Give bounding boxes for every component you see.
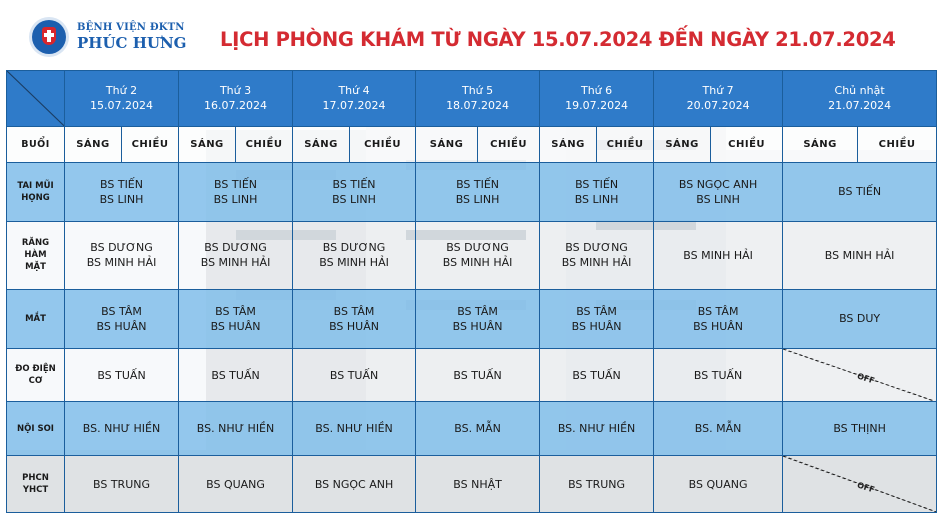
schedule-cell: BS. NHƯ HIỀN: [179, 402, 293, 456]
row-label: NỘI SOI: [7, 402, 65, 456]
row-rehab: [7, 456, 937, 513]
afternoon-label: CHIỀU: [597, 126, 654, 162]
morning-label: SÁNG: [65, 126, 122, 162]
schedule-cell: BS TÂM BS HUÂN: [179, 289, 293, 348]
off-label: OFF: [855, 371, 876, 386]
logo-line2: PHÚC HƯNG: [77, 34, 187, 52]
morning-label: SÁNG: [783, 126, 858, 162]
row-label: PHCN YHCT: [7, 456, 65, 513]
schedule-cell: BS DƯƠNG BS MINH HẢI: [179, 221, 293, 289]
schedule-cell: BS DƯƠNG BS MINH HẢI: [293, 221, 416, 289]
schedule-cell: BS QUANG: [654, 456, 783, 513]
afternoon-label: CHIỀU: [236, 126, 293, 162]
schedule-cell: BS. NHƯ HIỀN: [540, 402, 654, 456]
schedule-cell: BS TUẤN: [540, 348, 654, 402]
day-header-tue: Thứ 3 16.07.2024: [179, 71, 293, 127]
schedule-cell: BS TÂM BS HUÂN: [293, 289, 416, 348]
schedule-cell: BS TÂM BS HUÂN: [654, 289, 783, 348]
schedule-cell: BS. NHƯ HIỀN: [293, 402, 416, 456]
schedule-cell: BS TIẾN BS LINH: [293, 162, 416, 221]
logo-line1: BỆNH VIỆN ĐKTN: [77, 22, 185, 33]
row-eye: [7, 289, 937, 348]
schedule-cell-off: [783, 348, 937, 402]
row-label: MẮT: [7, 289, 65, 348]
schedule-cell: BS THỊNH: [783, 402, 937, 456]
schedule-cell: BS NGỌC ANH BS LINH: [654, 162, 783, 221]
schedule-cell: BS. NHƯ HIỀN: [65, 402, 179, 456]
schedule-cell: BS DƯƠNG BS MINH HẢI: [65, 221, 179, 289]
schedule-cell-off: [783, 456, 937, 513]
row-label: ĐO ĐIỆN CƠ: [7, 348, 65, 402]
off-label: OFF: [855, 480, 876, 495]
schedule-cell: BS NGỌC ANH: [293, 456, 416, 513]
afternoon-label: CHIỀU: [858, 126, 937, 162]
morning-label: SÁNG: [416, 126, 478, 162]
afternoon-label: CHIỀU: [350, 126, 416, 162]
day-header-wed: Thứ 4 17.07.2024: [293, 71, 416, 127]
schedule-cell: BS TUẤN: [416, 348, 540, 402]
schedule-cell: BS TUẤN: [179, 348, 293, 402]
afternoon-label: CHIỀU: [478, 126, 540, 162]
schedule-cell: BS TUẤN: [65, 348, 179, 402]
schedule-cell: BS TRUNG: [65, 456, 179, 513]
day-header-sun: Chủ nhật 21.07.2024: [783, 71, 937, 127]
row-label: TAI MŨI HỌNG: [7, 162, 65, 221]
hospital-logo: [30, 20, 190, 58]
schedule-cell: BS TIẾN: [783, 162, 937, 221]
hospital-emblem-icon: [32, 20, 66, 54]
day-header-mon: Thứ 2 15.07.2024: [65, 71, 179, 127]
schedule-cell: BS TIẾN BS LINH: [540, 162, 654, 221]
session-label: BUỔI: [7, 126, 65, 162]
schedule-cell: BS NHẬT: [416, 456, 540, 513]
schedule-table: [6, 70, 937, 513]
afternoon-label: CHIỀU: [122, 126, 179, 162]
row-label: RĂNG HÀM MẶT: [7, 221, 65, 289]
day-header-sat: Thứ 7 20.07.2024: [654, 71, 783, 127]
header-row: [7, 71, 937, 127]
morning-label: SÁNG: [540, 126, 597, 162]
schedule-cell: BS TUẤN: [654, 348, 783, 402]
session-row: [7, 126, 937, 162]
schedule-cell: BS TRUNG: [540, 456, 654, 513]
schedule-cell: BS MINH HẢI: [783, 221, 937, 289]
schedule-cell: BS. MẪN: [416, 402, 540, 456]
afternoon-label: CHIỀU: [711, 126, 783, 162]
page-title: LỊCH PHÒNG KHÁM TỪ NGÀY 15.07.2024 ĐẾN NGÀY 21.07.2024: [220, 28, 896, 51]
schedule-cell: BS DƯƠNG BS MINH HẢI: [416, 221, 540, 289]
morning-label: SÁNG: [654, 126, 711, 162]
row-endoscopy: [7, 402, 937, 456]
schedule-cell: BS DƯƠNG BS MINH HẢI: [540, 221, 654, 289]
schedule-cell: BS TUẤN: [293, 348, 416, 402]
row-ent: [7, 162, 937, 221]
schedule-cell: BS. MẪN: [654, 402, 783, 456]
corner-cell: [7, 71, 65, 127]
schedule-cell: BS TÂM BS HUÂN: [65, 289, 179, 348]
schedule-cell: BS TIẾN BS LINH: [179, 162, 293, 221]
morning-label: SÁNG: [179, 126, 236, 162]
schedule-cell: BS TÂM BS HUÂN: [416, 289, 540, 348]
schedule-cell: BS TÂM BS HUÂN: [540, 289, 654, 348]
schedule-area: [6, 70, 936, 513]
schedule-cell: BS TIẾN BS LINH: [65, 162, 179, 221]
morning-label: SÁNG: [293, 126, 350, 162]
day-header-thu: Thứ 5 18.07.2024: [416, 71, 540, 127]
row-dental: [7, 221, 937, 289]
schedule-cell: BS TIẾN BS LINH: [416, 162, 540, 221]
day-header-fri: Thứ 6 19.07.2024: [540, 71, 654, 127]
row-emg: [7, 348, 937, 402]
schedule-cell: BS DUY: [783, 289, 937, 348]
schedule-cell: BS MINH HẢI: [654, 221, 783, 289]
schedule-cell: BS QUANG: [179, 456, 293, 513]
